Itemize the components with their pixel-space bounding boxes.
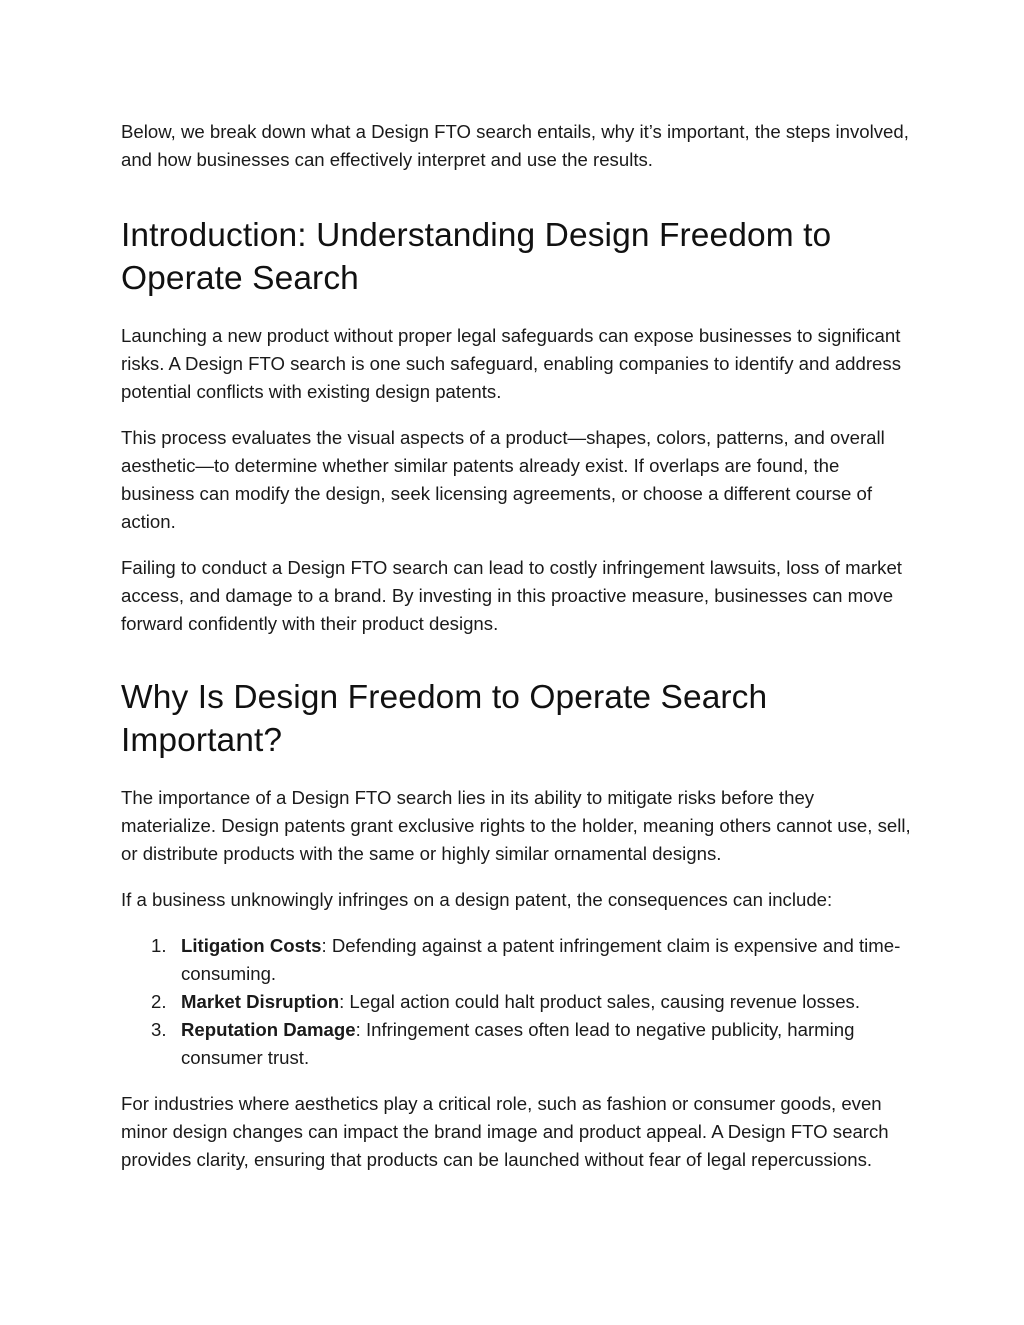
consequences-list [121,932,911,1072]
closing-paragraph: For industries where aesthetics play a critical role, such as fashion or consumer goods, even minor design changes can impact the brand image and product appeal. A Design FTO search provides clarity, ensuring that products can be launched without fear of legal repercussions. [121,1093,889,1170]
list-term: Litigation Costs [181,935,322,956]
paragraph: If a business unknowingly infringes on a design patent, the consequences can include: [121,889,833,910]
paragraph: The importance of a Design FTO search lies in its ability to mitigate risks before they materialize. Design patents grant exclusive rights to the holder, meaning others cannot use, sell, or distribute products with the same or highly similar ornamental designs. [121,787,911,864]
list-number: 3. [151,1019,167,1040]
list-item [151,932,911,988]
list-item [151,1016,911,1072]
list-number: 1. [151,935,167,956]
list-term: Reputation Damage [181,1019,356,1040]
section-heading-importance: Why Is Design Freedom to Operate Search Important? [121,679,768,759]
section-heading-introduction: Introduction: Understanding Design Freedom to Operate Search [121,217,832,297]
list-text: : Defending against a patent infringement claim is expensive and time-consuming. [181,935,901,984]
document-page [121,118,911,1174]
list-text: : Infringement cases often lead to negative publicity, harming consumer trust. [181,1019,855,1068]
list-number: 2. [151,991,167,1012]
list-term: Market Disruption [181,991,340,1012]
list-item [151,988,911,1016]
paragraph: Failing to conduct a Design FTO search can lead to costly infringement lawsuits, loss of market access, and damage to a brand. By investing in this proactive measure, businesses can move forward confidently with their product designs. [121,557,902,634]
list-text: : Legal action could halt product sales, causing revenue losses. [339,991,861,1012]
intro-paragraph: Below, we break down what a Design FTO search entails, why it’s important, the steps involved, and how businesses can effectively interpret and use the results. [121,121,909,170]
paragraph: Launching a new product without proper legal safeguards can expose businesses to significant risks. A Design FTO search is one such safeguard, enabling companies to identify and address potential conflicts with existing design patents. [121,325,901,402]
paragraph: This process evaluates the visual aspects of a product—shapes, colors, patterns, and overall aesthetic—to determine whether similar patents already exist. If overlaps are found, the business can modify the design, seek licensing agreements, or choose a different course of action. [121,427,885,532]
